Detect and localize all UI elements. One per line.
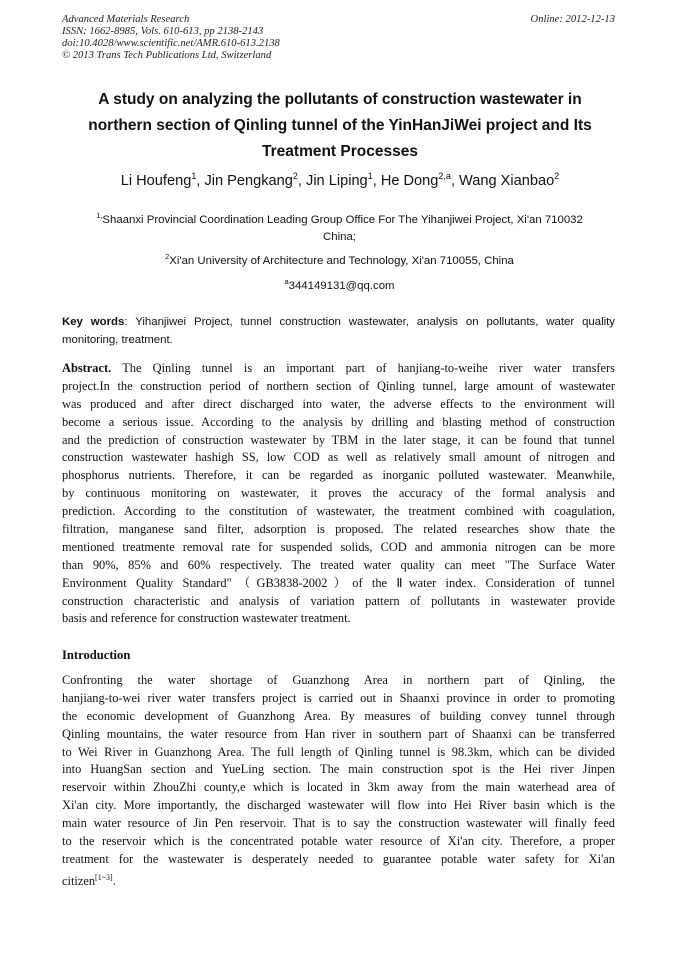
introduction-body xyxy=(62,672,615,887)
online-date: Online: 2012-12-13 xyxy=(530,14,615,25)
abstract-line: prediction. According to the constitution of wastewater, the treatment combined with coagulation, xyxy=(62,504,615,519)
author: Jin Liping$^1$, xyxy=(306,171,381,189)
author: Wang Xianbao$^2$ xyxy=(459,171,560,189)
journal-header xyxy=(62,14,615,62)
copyright-line: © 2013 Trans Tech Publications Ltd, Switzerland xyxy=(62,50,272,61)
abstract-line: construction characteristic and analysis of variation pattern of pollutants in wastewater provide xyxy=(62,593,615,608)
abstract-line: construction wastewater hashigh SS, low COD as well as relatively small amount of nitrogen and xyxy=(62,450,615,465)
intro-line: Xi'an city. More importantly, the discharged wastewater will flow into Hei River basin which is the xyxy=(62,798,615,813)
journal-name: Advanced Materials Research xyxy=(62,14,190,25)
intro-line: to the reservoir which is the concentrated potable water resource of Xi'an city. Therefore, a proper xyxy=(62,834,615,849)
abstract-line: was produced and after direct discharged into water, the adverse effects to the environment will xyxy=(62,396,615,411)
keywords-text: : Yihanjiwei Project, tunnel construction wastewater, analysis on pollutants, water quality monitoring, treatment. xyxy=(62,316,615,346)
title-line: Treatment Processes xyxy=(262,143,418,160)
abstract-line: mentioned treatmente removal rate for suspended solids, COD and ammonia nitrogen can be more xyxy=(62,539,615,554)
author-list xyxy=(40,171,640,189)
intro-line: Confronting the water shortage of Guanzhong Area in northern part of Qinling, the xyxy=(62,673,615,687)
intro-line: into HuangSan section and YueLing section. The main construction spot is the Hei river Jinpen xyxy=(62,762,615,777)
abstract-line: than 90%, 85% and 60% respectively. The treated water quality can meet "The Surface Water xyxy=(62,557,615,572)
intro-line: hanjiang-to-wei river water transfers project is carried out in Shaanxi province in order to promoting xyxy=(62,690,615,705)
author-email: $^a$344149131@qq.com xyxy=(284,277,395,292)
title-line: northern section of Qinling tunnel of the YinHanJiWei project and Its xyxy=(88,117,592,134)
abstract-line: by continuous monitoring on wastewater, it proves the accuracy of the formal analysis and xyxy=(62,486,615,501)
abstract xyxy=(62,360,615,628)
paper-title xyxy=(60,87,620,165)
intro-line: Qinling mountains, the water resource from Han river in southern part of Shaanxi can be transferred xyxy=(62,726,615,741)
author: Li Houfeng$^1$, xyxy=(120,171,205,189)
intro-line: to Wei River in Guanzhong Area. The full length of Qinling tunnel is 98.3km, which can be divided xyxy=(62,744,615,759)
doi-line: doi:10.4028/www.scientific.net/AMR.610-613.2138 xyxy=(62,38,280,49)
keywords-label: Key words xyxy=(62,316,125,328)
keywords xyxy=(62,313,615,349)
section-heading-introduction: Introduction xyxy=(62,648,131,662)
title-line: A study on analyzing the pollutants of construction wastewater in xyxy=(98,91,582,108)
abstract-line: basis and reference for construction wastewater treatment. xyxy=(62,611,351,626)
affiliation-2: $^2$Xi'an University of Architecture and Technology, Xi'an 710055, China xyxy=(165,252,514,267)
abstract-label: Abstract. xyxy=(62,361,112,375)
abstract-line: become a serious issue. According to the analysis by drilling and blasting method of construction xyxy=(62,414,615,429)
author: He Dong$^{2,a}$, xyxy=(380,171,460,189)
abstract-line: phosphorus nutrients. Therefore, it can be regarded as inorganic polluted wastewater. Meanwhile, xyxy=(62,468,615,483)
citation: [1~3] xyxy=(95,872,113,882)
abstract-line: filtration, manganese sand filter, adsorption is proposed. The related researches show thate the xyxy=(62,522,615,537)
issn-line: ISSN: 1662-8985, Vols. 610-613, pp 2138-2143 xyxy=(62,26,264,37)
abstract-line: Environment Quality Standard"（GB3838-2002）of the Ⅱwater index. Consideration of tunnel xyxy=(62,575,615,590)
intro-line: citizen[1~3]. xyxy=(62,872,116,888)
abstract-line: project.In the construction period of northern section of Qinling tunnel, large amount of wastewater xyxy=(62,378,615,393)
abstract-line: and the prediction of construction wastewater by TBM in the later stage, it can be found that tunnel xyxy=(62,432,615,447)
intro-line: main water resource of Jin Pen reservoir. That is to say the construction wastewater will finally feed xyxy=(62,816,615,831)
affiliation-1: $^{1,}$Shaanxi Provincial Coordination Leading Group Office For The Yihanjiwei Project, Xi'an 710032 China; xyxy=(96,211,583,243)
author: Jin Pengkang$^2$, xyxy=(204,171,307,189)
abstract-line: Abstract. The Qinling tunnel is an important part of hanjiang-to-weihe river water transfers xyxy=(62,361,615,375)
intro-line: reservoir within ZhouZhi county,e which is located in 3km away from the main waterhead area of xyxy=(62,780,615,795)
intro-line: the economic development of Guanzhong Area. By measures of building convey tunnel through xyxy=(62,708,615,723)
intro-line: treatment for the wastewater is desperately needed to guarantee potable water safety for Xi'an xyxy=(62,851,615,866)
